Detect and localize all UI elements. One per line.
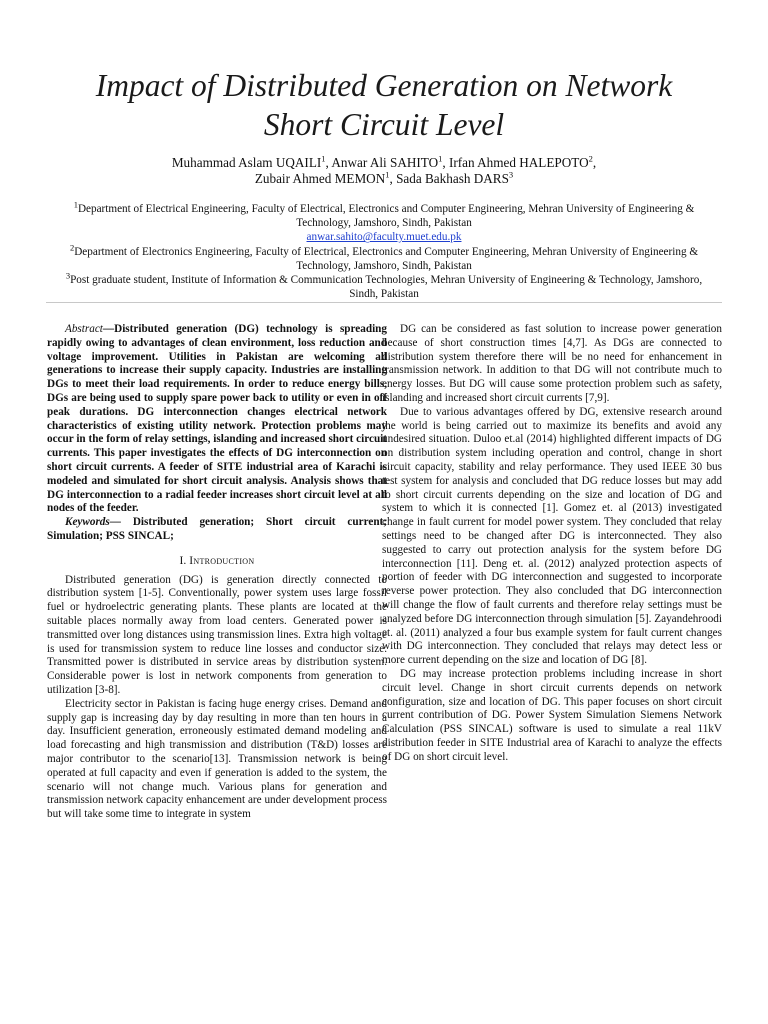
paper-title	[30, 66, 738, 144]
keywords-text: Distributed generation; Short circuit current; Simulation; PSS SINCAL;	[47, 516, 387, 542]
author-name: Irfan Ahmed HALEPOTO	[448, 155, 589, 170]
affiliation-mark: 2	[69, 241, 75, 252]
intro-paragraph-3: DG can be considered as fast solution to increase power generation because of short construction times [4,7]. As DGs are connected to distribution system therefore there will be no need for enhancement in transmission network. In addition to that DG will not contribute much to energy losses. But DG will cause some protection problem such as safety, islanding and increased short circuit currents [7,9].	[382, 323, 722, 404]
author-name: Muhammad Aslam UQAILI	[171, 155, 322, 170]
title-line-1: Impact of Distributed Generation on Network	[95, 68, 673, 103]
intro-paragraph-4: Due to various advantages offered by DG, extensive research around the world is being carried out to maximize its benefits and avoid any undesired situation. Duloo et.al (2014) highlighted different impacts of DG on distribution system including operation and control, change in short circuit capacity, stability and relay performance. They used IEEE 30 bus test system for analysis and concluded that DG reduce losses but may add to short circuit currents depending on the size and location of DG and system to which it is connected [1]. Gomez et. al (2013) investigated change in fault current for model power system. They concluded that relay settings need to be changed after DG is interconnected. They also suggested to carry out protection analysis for the system before DG interconnection [11]. Deng et. al. (2012) analyzed protection aspects of portion of feeder with DG interconnection and suggested to incorporate reverse power protection. They also concluded that DG interconnection will change the flow of fault currents and therefore relay settings must be analyzed before DG interconnection through simulation [5]. Zayandehroodi et. al. (2011) analyzed a four bus example system for fault current changes with DG interconnection. They concluded that relays may detect less or more current depending on the size and location of DG [8].	[382, 405, 722, 667]
author-email-link[interactable]: anwar.sahito@faculty.muet.edu.pk	[306, 231, 462, 244]
author-affiliation-mark: 1	[438, 153, 443, 164]
right-column	[382, 323, 722, 765]
keywords	[47, 516, 387, 544]
author-line-2: Zubair Ahmed MEMON$^1$, Sada Bakhash DARS$^3$	[254, 169, 514, 186]
header-divider	[46, 302, 722, 303]
affiliations	[50, 199, 718, 301]
left-column	[47, 323, 387, 822]
title-line-2: Short Circuit Level	[263, 107, 505, 142]
section-heading-introduction	[47, 554, 387, 568]
author-affiliation-mark: 2	[588, 153, 593, 164]
affiliation-text: Department of Electronics Engineering, Faculty of Electrical, Electronics and Computer Engineering, Mehran University of Engineering & Technology, Jamshoro, Sindh, Pakistan	[74, 245, 699, 272]
abstract	[47, 323, 387, 516]
author-affiliation-mark: 1	[321, 153, 326, 164]
affiliation-3	[50, 270, 718, 301]
author-affiliation-mark: 1	[385, 169, 390, 180]
author-name: Sada Bakhash DARS	[396, 171, 509, 186]
abstract-text: Distributed generation (DG) technology is spreading rapidly owing to advantages of clean environment, loss reduction and voltage improvement. Utilities in Pakistan are welcoming all generations to increase their supply capacity. Industries are installing DGs to meet their load requirements. In order to reduce energy bills, DGs are being used to supply spare power back to utility or even in off peak durations. DG interconnection changes electrical network characteristics of existing utility network. Protection problems may occur in the form of relay settings, islanding and increased short circuit currents. This paper investigates the effects of DG interconnection on short circuit currents. A feeder of SITE industrial area of Karachi is modeled and simulated for short circuit analysis. Analysis shows that DG interconnection to a radial feeder increases short circuit level at all nodes of the feeder.	[47, 323, 387, 515]
affiliation-1	[50, 199, 718, 230]
intro-paragraph-2: Electricity sector in Pakistan is facing huge energy crises. Demand and supply gap is increasing day by day resulting in more than ten hours in a day. Insufficient generation, erroneously estimated demand modeling and load forecasting and high transmission and distribution (T&D) losses are major contributor to the scenario[13]. Transmission network is being operated at full capacity and even if generation is added to the system, the scenario will not change much. Various plans for generation and transmission network capacity enhancement are under development process but will take some time to integrate in system	[47, 697, 387, 821]
author-name: Anwar Ali SAHITO	[331, 155, 439, 170]
affiliation-2	[50, 241, 718, 273]
intro-paragraph-1: Distributed generation (DG) is generation directly connected to distribution system [1-5]. Conventionally, power system uses large fossil fuel or hydroelectric generating plants. These plants are located at the suitable places normally away from load centers. Generated power is transmitted over long distances using transmission lines. Extra high voltage is used for transmission system to reduce line losses and conductor size. Transmitted power is distributed in service areas by distribution system. Considerable power is lost in network components from generation to utilization [3-8].	[47, 573, 387, 696]
abstract-dash: —	[102, 323, 115, 335]
affiliation-text: Department of Electrical Engineering, Faculty of Electrical, Electronics and Computer Engineering, Mehran University of Engineering & Technology, Jamshoro, Sindh, Pakistan	[77, 203, 695, 230]
intro-paragraph-5: DG may increase protection problems including increase in short circuit level. Change in short circuit currents depends on network configuration, size and location of DG. This paper focuses on short circuit current contribution of DG. Power System Simulation Siemens Network Calculation (PSS SINCAL) software is used to simulate a real 11kV distribution feeder in SITE Industrial area of Karachi to analyze the effects of DG on short circuit level.	[382, 667, 722, 763]
affiliation-text: Post graduate student, Institute of Information & Communication Technologies, Mehran University of Engineering & Technology, Jamshoro, Sindh, Pakistan	[70, 274, 703, 301]
author-affiliation-mark: 3	[508, 169, 514, 180]
affiliation-mark: 1	[73, 199, 78, 210]
author-name: Zubair Ahmed MEMON	[254, 171, 386, 186]
author-line-1: Muhammad Aslam UQAILI$^1$, Anwar Ali SAHITO$^1$, Irfan Ahmed HALEPOTO$^2$,	[171, 153, 597, 170]
affiliation-mark: 3	[65, 270, 71, 281]
author-list	[40, 155, 728, 187]
email-line	[50, 230, 718, 244]
section-title: Introduction	[189, 553, 255, 567]
section-number: I.	[179, 553, 187, 567]
keywords-lead: Keywords—	[65, 516, 121, 529]
abstract-lead: Abstract	[65, 323, 103, 335]
